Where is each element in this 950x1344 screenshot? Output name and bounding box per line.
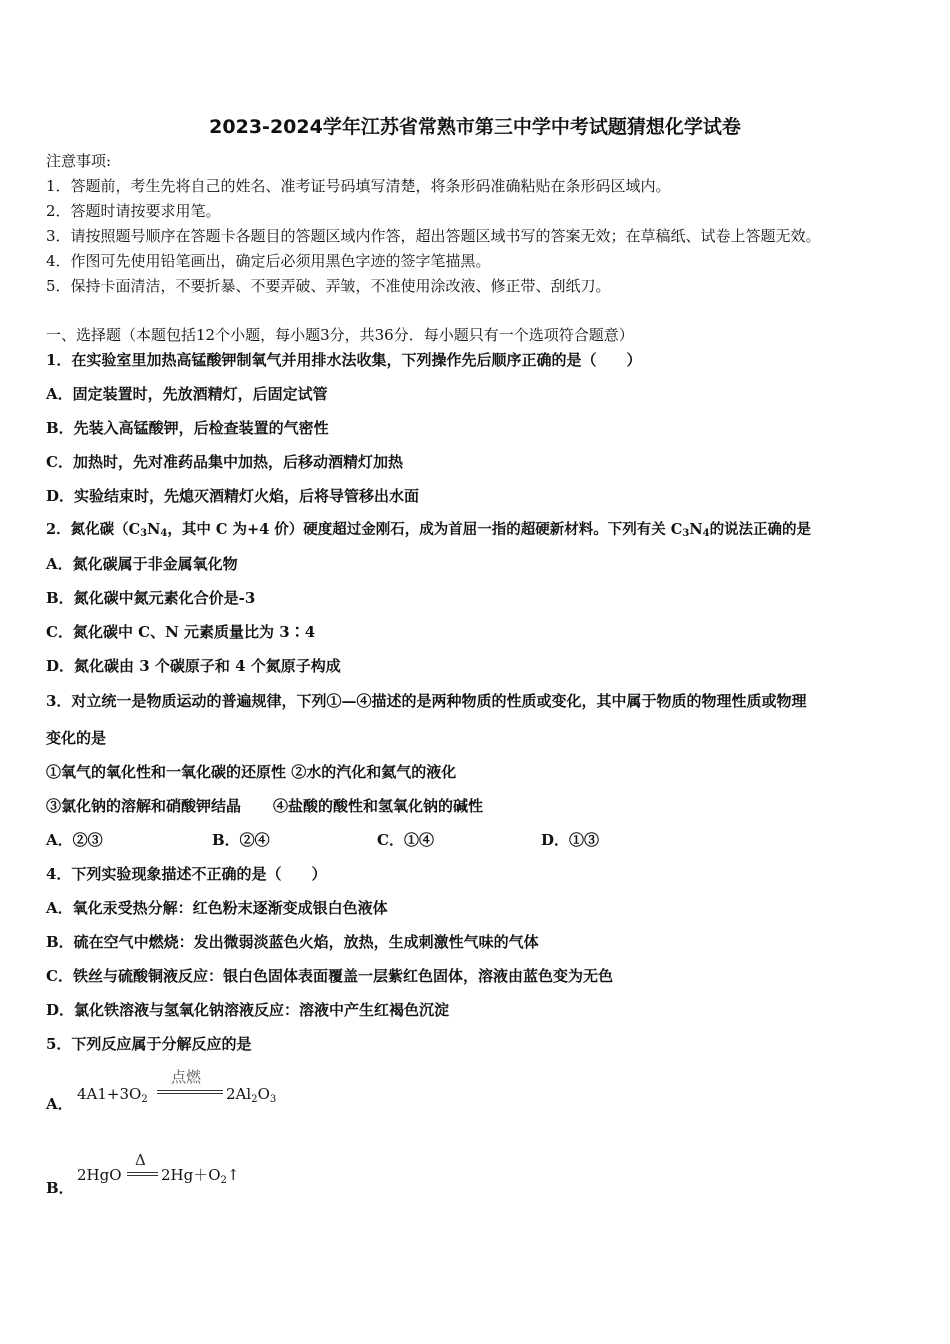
q5-option-b-condition: Δ bbox=[135, 1151, 146, 1169]
section-heading: 一、选择题（本题包括12个小题，每小题3分，共36分．每小题只有一个选项符合题意） bbox=[46, 326, 634, 344]
equals-sign-icon bbox=[157, 1090, 223, 1094]
q5-option-b-label: B． bbox=[46, 1179, 74, 1197]
equals-sign-icon bbox=[127, 1172, 158, 1176]
q2-option-c: C．氮化碳中 C、N 元素质量比为 3∶4 bbox=[46, 623, 316, 641]
q4-option-b: B．硫在空气中燃烧：发出微弱淡蓝色火焰，放热，生成刺激性气味的气体 bbox=[46, 933, 539, 951]
q3-statements-2: ③氯化钠的溶解和硝酸钾结晶 ④盐酸的酸性和氢氧化钠的碱性 bbox=[46, 797, 484, 815]
q5-option-b-products: $2Hg+O_2↑$ bbox=[161, 1166, 240, 1186]
q5-option-a-products: $2Al_2O_3$ bbox=[226, 1085, 277, 1105]
q3-option-c: C．①④ bbox=[377, 831, 434, 849]
notice-item: 4．作图可先使用铅笔画出，确定后必须用黑色字迹的签字笔描黑。 bbox=[46, 252, 491, 270]
q3-option-d: D．①③ bbox=[541, 831, 600, 849]
notice-item: 2．答题时请按要求用笔。 bbox=[46, 202, 221, 220]
q5-option-a-reactants: $4A1+3O_2$ bbox=[77, 1085, 148, 1105]
gas-arrow-icon: ↑ bbox=[226, 1166, 240, 1184]
notice-item: 1．答题前，考生先将自己的姓名、准考证号码填写清楚，将条形码准确粘贴在条形码区域内。 bbox=[46, 177, 671, 195]
q5-option-b-reactants: 2HgO bbox=[77, 1166, 122, 1184]
page-title: 2023-2024学年江苏省常熟市第三中学中考试题猜想化学试卷 bbox=[209, 116, 741, 138]
q3-options bbox=[46, 830, 599, 850]
q1-option-a: A．固定装置时，先放酒精灯，后固定试管 bbox=[46, 385, 328, 403]
notice-item: 3．请按照题号顺序在答题卡各题目的答题区域内作答，超出答题区域书写的答案无效；在草稿纸、试卷上答题无效。 bbox=[46, 227, 821, 245]
q1-option-c: C．加热时，先对准药品集中加热，后移动酒精灯加热 bbox=[46, 453, 403, 471]
notice-item: 5．保持卡面清洁，不要折暴、不要弄破、弄皱，不准使用涂改液、修正带、刮纸刀。 bbox=[46, 277, 611, 295]
q4-option-a: A．氧化汞受热分解：红色粉末逐渐变成银白色液体 bbox=[46, 899, 388, 917]
question-3-stem-cont: 变化的是 bbox=[46, 729, 107, 747]
q1-option-b: B．先装入高锰酸钾，后检查装置的气密性 bbox=[46, 419, 329, 437]
q5-option-a-condition: 点燃 bbox=[171, 1068, 202, 1086]
q5-option-a-label: A． bbox=[46, 1095, 73, 1113]
question-3-stem: 3．对立统一是物质运动的普遍规律，下列①—④描述的是两种物质的性质或变化，其中属于物质的物理性质或物理 bbox=[46, 692, 807, 710]
question-4-stem: 4．下列实验现象描述不正确的是（ ） bbox=[46, 865, 327, 883]
question-5-stem: 5．下列反应属于分解反应的是 bbox=[46, 1035, 252, 1053]
q3-option-a: A．②③ bbox=[46, 831, 103, 849]
q1-option-d: D．实验结束时，先熄灭酒精灯火焰，后将导管移出水面 bbox=[46, 487, 420, 505]
q2-option-b: B．氮化碳中氮元素化合价是-3 bbox=[46, 589, 256, 607]
q2-option-d: D．氮化碳由 3 个碳原子和 4 个氮原子构成 bbox=[46, 657, 341, 675]
question-2-stem: 2．氮化碳（$C_3N_4$，其中 C 为+4 价）硬度超过金刚石，成为首屈一指的超硬新材料。下列有关 $C_3N_4$的说法正确的是 bbox=[46, 521, 812, 539]
q2-option-a: A．氮化碳属于非金属氧化物 bbox=[46, 555, 238, 573]
question-1-stem: 1．在实验室里加热高锰酸钾制氧气并用排水法收集，下列操作先后顺序正确的是（ ） bbox=[46, 351, 642, 369]
q3-statements-1: ①氧气的氧化性和一氧化碳的还原性 ②水的汽化和氦气的液化 bbox=[46, 763, 457, 781]
q3-option-b: B．②④ bbox=[212, 831, 270, 849]
notice-heading: 注意事项: bbox=[46, 152, 112, 170]
q4-option-d: D．氯化铁溶液与氢氧化钠溶液反应：溶液中产生红褐色沉淀 bbox=[46, 1001, 450, 1019]
q4-option-c: C．铁丝与硫酸铜液反应：银白色固体表面覆盖一层紫红色固体，溶液由蓝色变为无色 bbox=[46, 967, 613, 985]
